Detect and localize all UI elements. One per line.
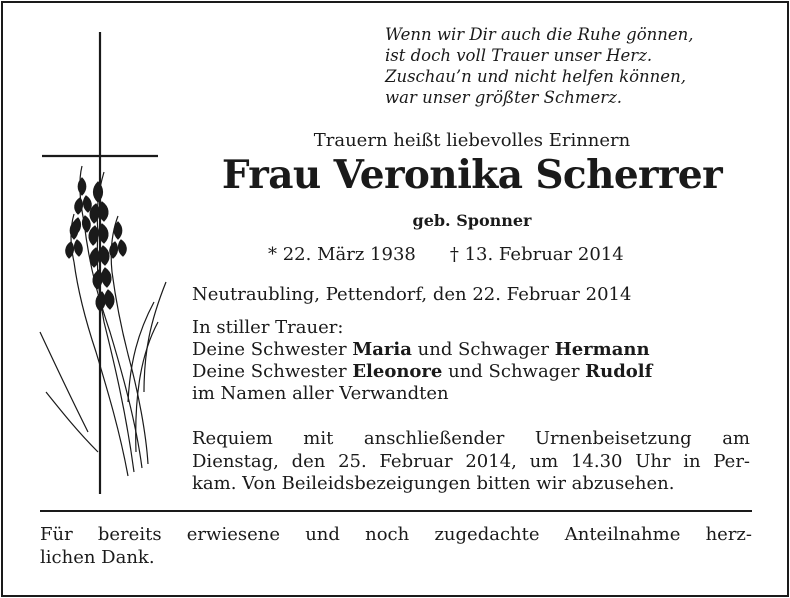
mourners-heading: In stiller Trauer: <box>192 317 344 338</box>
poem-line: Wenn wir Dir auch die Ruhe gönnen, <box>385 25 694 44</box>
mourner-name: Rudolf <box>585 361 653 382</box>
divider <box>40 510 752 512</box>
poem <box>385 24 775 108</box>
requiem-notice <box>192 428 750 496</box>
wheat-icon <box>40 166 166 476</box>
death-date: † 13. Februar 2014 <box>449 244 624 265</box>
thanks-notice <box>40 524 752 569</box>
requiem-line: kam. Von Beileidsbezeigungen bitten wir abzusehen. <box>192 473 675 494</box>
place-and-date: Neutraubling, Pettendorf, den 22. Februar 2014 <box>192 284 632 305</box>
requiem-line: Requiem mit anschließender Urnenbeisetzung am <box>192 428 750 449</box>
mourner-prefix: Deine Schwester <box>192 339 353 360</box>
cross-icon <box>42 32 158 494</box>
birth-date: * 22. März 1938 <box>268 244 416 265</box>
mourner-middle: und Schwager <box>411 339 555 360</box>
poem-line: Zuschau’n und nicht helfen können, <box>385 67 686 86</box>
requiem-line: Dienstag, den 25. Februar 2014, um 14.30 Uhr in Per- <box>192 450 750 472</box>
thanks-line: lichen Dank. <box>40 546 155 568</box>
poem-line: ist doch voll Trauer unser Herz. <box>385 46 653 65</box>
birth-name: geb. Sponner <box>412 211 532 230</box>
mourner-name: Maria <box>352 339 412 360</box>
mourners-block <box>192 317 652 405</box>
mourners-footer: im Namen aller Verwandten <box>192 383 449 404</box>
thanks-line: Für bereits erwiesene und noch zugedachte Anteilnahme herz- <box>40 524 752 545</box>
mourners-line <box>192 361 652 383</box>
deceased-name: Frau Veronika Scherrer <box>221 152 723 198</box>
intro-line: Trauern heißt liebevolles Erinnern <box>313 130 631 151</box>
poem-line: war unser größter Schmerz. <box>385 88 623 107</box>
cross-and-wheat-artwork <box>38 32 168 498</box>
mourner-prefix: Deine Schwester <box>192 361 353 382</box>
mourner-middle: und Schwager <box>442 361 586 382</box>
mourner-name: Hermann <box>554 339 650 360</box>
life-dates <box>268 244 624 265</box>
mourners-line <box>192 339 652 361</box>
mourner-name: Eleonore <box>352 361 443 382</box>
